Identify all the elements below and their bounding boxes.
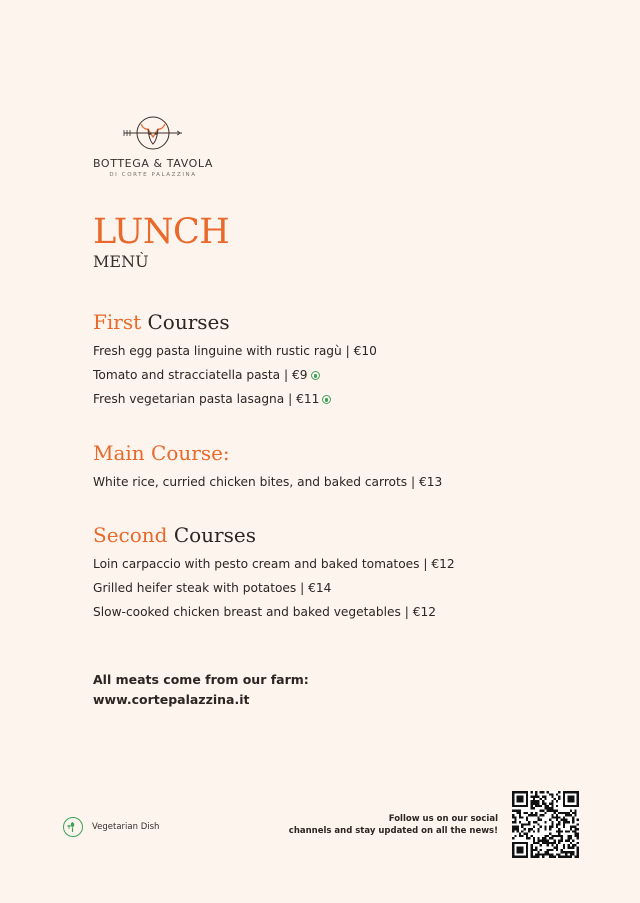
menu-item: [93, 363, 377, 387]
menu-item-text: Slow-cooked chicken breast and baked vegetables | €12: [93, 605, 436, 619]
social-note: [289, 813, 498, 837]
heading-accent: Second: [93, 523, 168, 547]
farm-note: [93, 670, 309, 710]
vegetarian-legend: [63, 817, 159, 837]
menu-items: [93, 339, 377, 411]
menu-item-text: Tomato and stracciatella pasta | €9: [93, 368, 308, 382]
qr-code-icon[interactable]: [512, 791, 579, 858]
menu-title: [93, 212, 229, 271]
menu-item: [93, 470, 442, 494]
section-heading: [93, 441, 442, 465]
section-main-course: [93, 441, 442, 494]
heading-accent: First: [93, 310, 142, 334]
menu-item-text: Grilled heifer steak with potatoes | €14: [93, 581, 332, 595]
menu-item-text: Fresh vegetarian pasta lasagna | €11: [93, 392, 320, 406]
social-line-1: Follow us on our social: [388, 814, 498, 824]
vegetarian-icon: [311, 371, 320, 380]
menu-item-text: White rice, curried chicken bites, and baked carrots | €13: [93, 475, 443, 489]
title-main: LUNCH: [93, 212, 230, 252]
title-sub: MENÙ: [93, 252, 149, 271]
brand-subtitle: DI CORTE PALAZZINA: [109, 172, 197, 178]
brand-logo: [92, 112, 214, 178]
vegetarian-icon: [322, 395, 331, 404]
menu-item: [93, 600, 455, 624]
menu-items: [93, 470, 442, 494]
brand-name: BOTTEGA & TAVOLA: [92, 157, 213, 170]
heading-rest: Courses: [141, 310, 230, 334]
section-second-courses: [93, 523, 455, 624]
heading-rest: Courses: [167, 523, 256, 547]
legend-label: Vegetarian Dish: [92, 822, 160, 832]
vegetarian-leaf-icon: [63, 817, 83, 837]
social-line-2: channels and stay updated on all the news!: [288, 826, 498, 836]
section-heading: [93, 523, 455, 547]
menu-item-text: Fresh egg pasta linguine with rustic ragù | €10: [93, 344, 377, 358]
menu-item: [93, 576, 455, 600]
farm-note-text: All meats come from our farm:: [93, 672, 309, 687]
section-first-courses: [93, 310, 377, 411]
heading-accent: Main Course:: [93, 441, 230, 465]
bull-logo-icon: [122, 112, 184, 154]
section-heading: [93, 310, 377, 334]
farm-website-link[interactable]: www.cortepalazzina.it: [93, 692, 250, 707]
menu-item: [93, 552, 455, 576]
menu-item: [93, 387, 377, 411]
menu-items: [93, 552, 455, 624]
menu-item-text: Loin carpaccio with pesto cream and baked tomatoes | €12: [93, 557, 455, 571]
menu-item: [93, 339, 377, 363]
